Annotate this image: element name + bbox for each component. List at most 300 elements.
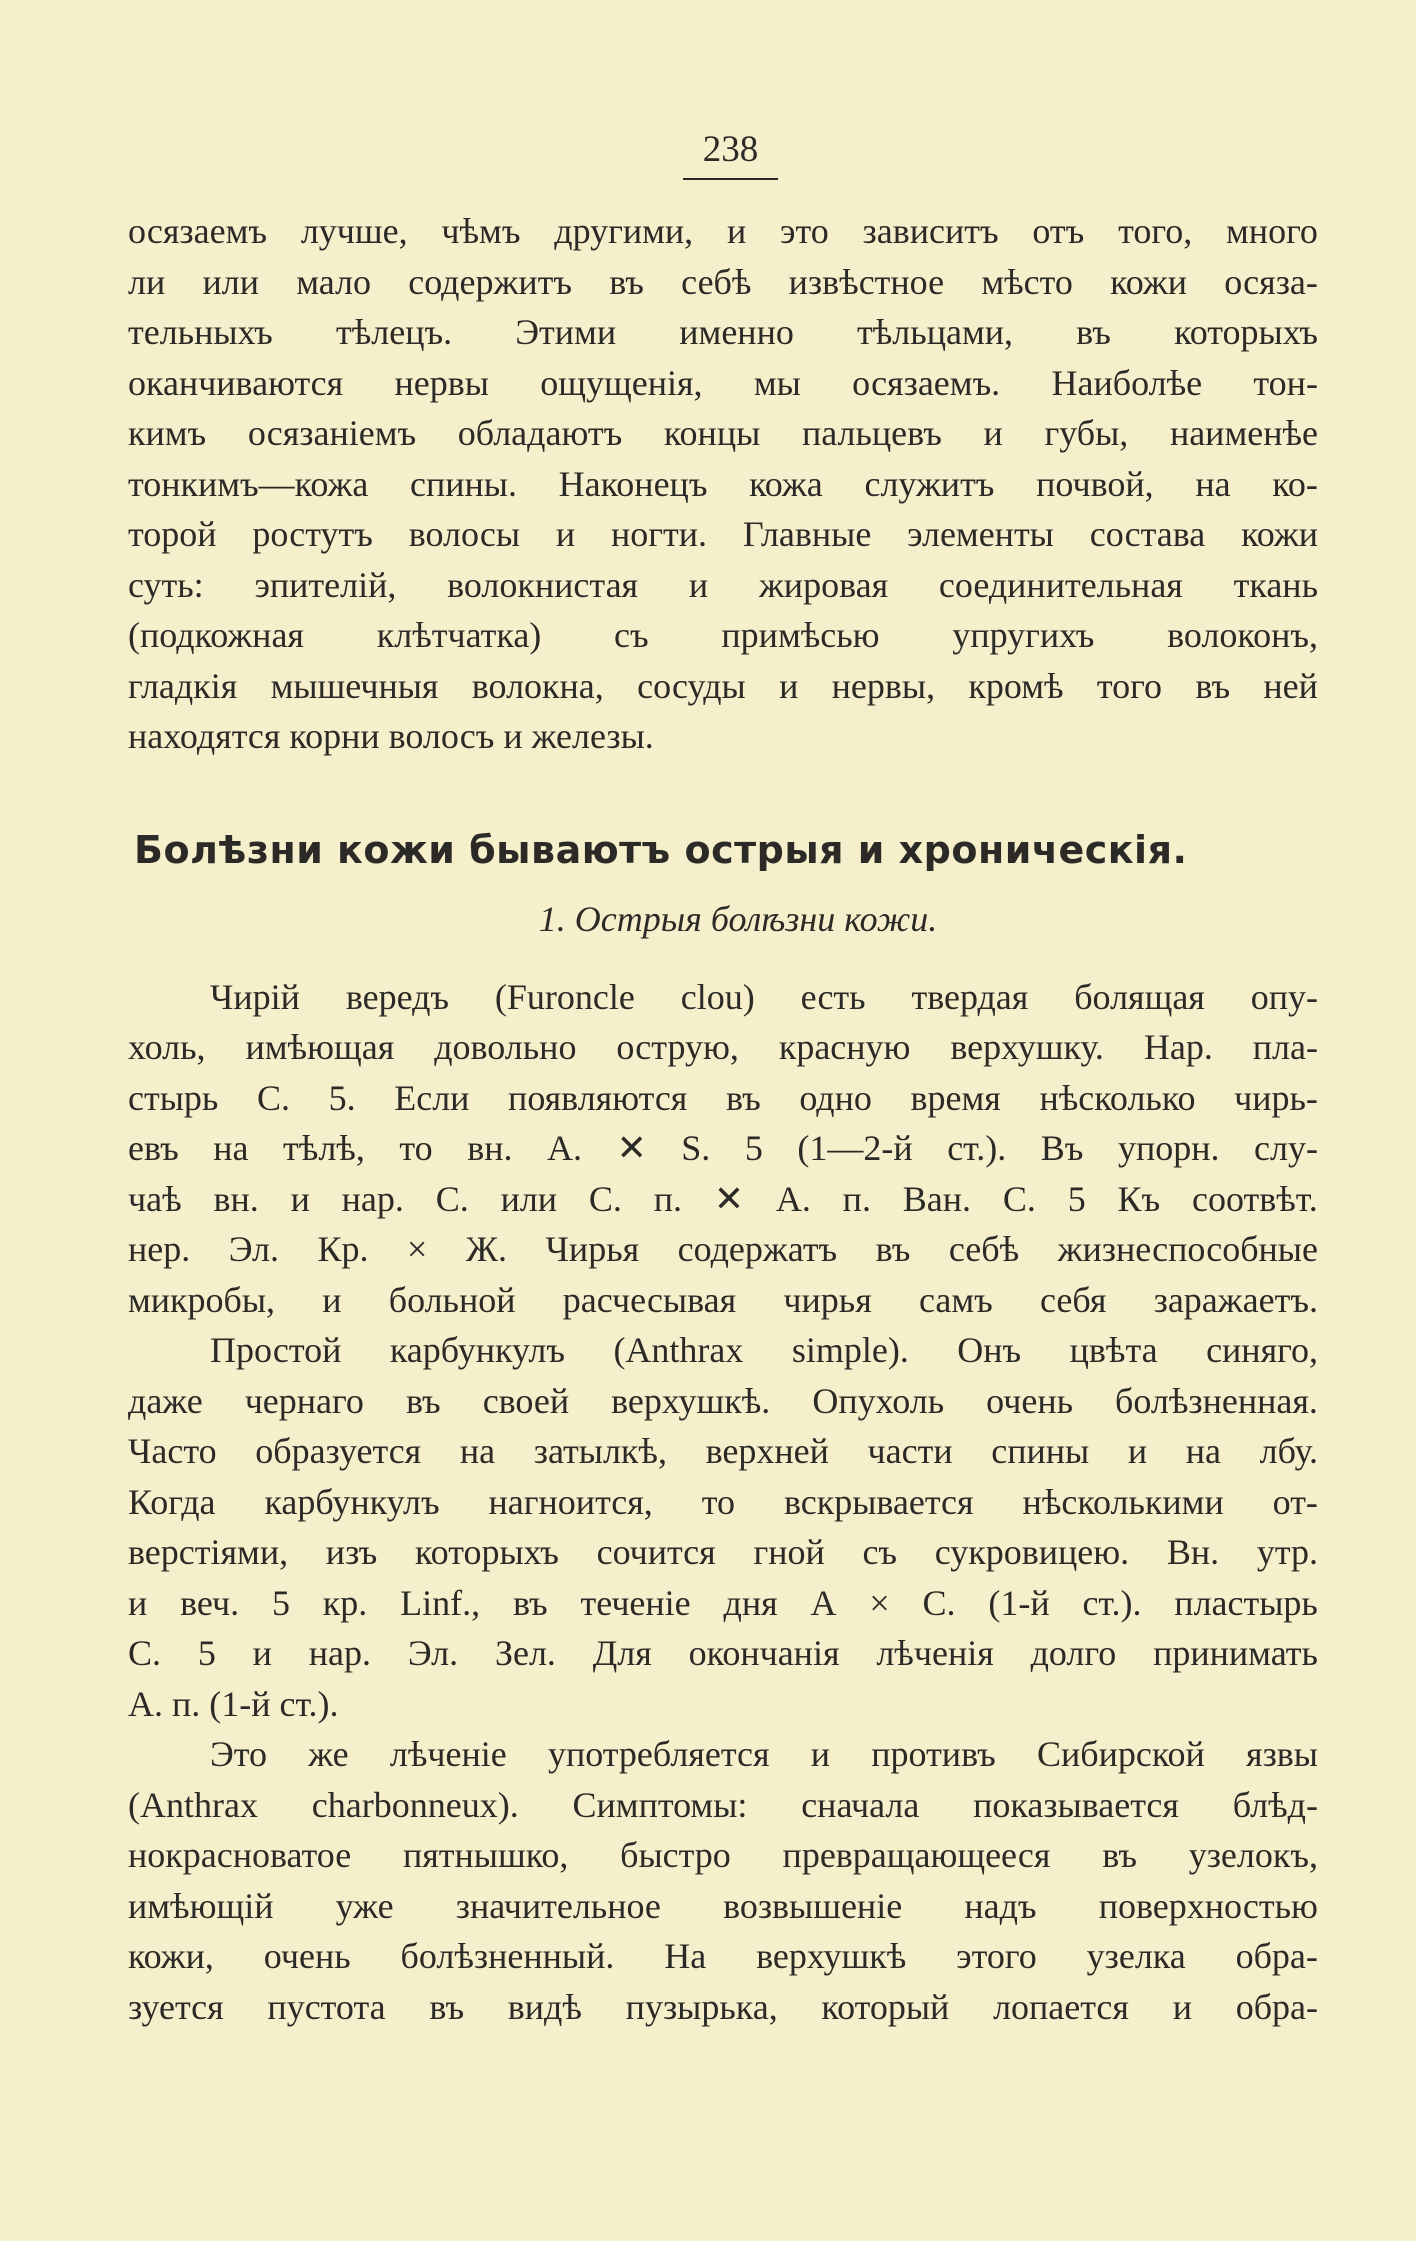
word: блѣд- (1232, 1784, 1318, 1825)
word: примѣсью (721, 615, 880, 655)
paragraph-anthrax (128, 1729, 1318, 2032)
text-line (128, 1123, 1318, 1174)
word: жировая (758, 564, 889, 605)
word: волокна, (471, 665, 604, 706)
word: острую, (616, 1027, 739, 1067)
word: нѣсколькими (1022, 1481, 1224, 1522)
word: мы (753, 362, 801, 403)
word: на (213, 1128, 249, 1168)
text-line (128, 1578, 1318, 1629)
word: обладаютъ (457, 413, 623, 453)
text-line (128, 459, 1318, 510)
word: Онъ (957, 1330, 1022, 1370)
word: на (1185, 1431, 1222, 1471)
word: очень (263, 1936, 351, 1976)
word: соотвѣт. (1192, 1178, 1318, 1219)
word: осязаніемъ (247, 413, 417, 453)
word: заражаетъ. (1153, 1279, 1318, 1320)
word: того, (1118, 211, 1193, 251)
word: × (869, 1582, 890, 1623)
word: Это (210, 1734, 268, 1774)
word: вн. (467, 1128, 513, 1168)
word: поверхностью (1098, 1885, 1318, 1926)
word: пятнышко, (402, 1835, 569, 1875)
word: веч. (180, 1582, 240, 1623)
word: Когда (128, 1481, 216, 1522)
word: С. (128, 1633, 162, 1673)
word: пальцевъ (801, 413, 942, 453)
word: суть: (128, 564, 204, 605)
text-line (128, 1022, 1318, 1073)
word: въ (1076, 312, 1111, 352)
word: С. (922, 1582, 956, 1623)
word: Сибирской (1037, 1734, 1205, 1774)
word: (Furoncle (494, 976, 635, 1017)
word: ст.). (1082, 1582, 1142, 1623)
word: Въ (1040, 1128, 1084, 1168)
word: Ван. (902, 1178, 972, 1219)
word: гладкія (128, 665, 238, 706)
word: элементы (907, 514, 1054, 554)
word: служитъ (864, 463, 995, 504)
word: ней (1263, 665, 1318, 706)
text-line (128, 1376, 1318, 1427)
word: пластырь (1174, 1582, 1318, 1623)
word: Нар. (1143, 1027, 1213, 1067)
word: и (726, 211, 747, 251)
text-line (128, 661, 1318, 712)
word: осяза- (1224, 261, 1318, 302)
word: кожи, (128, 1936, 214, 1976)
word: губы, (1044, 413, 1129, 453)
word: ростутъ (252, 514, 373, 554)
word: верстіями, (128, 1532, 289, 1572)
word: кромѣ (968, 665, 1064, 706)
word: кр. (322, 1582, 368, 1623)
word: чирь- (1234, 1077, 1318, 1118)
word: утр. (1256, 1532, 1318, 1572)
word: красную (778, 1027, 911, 1067)
word: то (701, 1481, 735, 1522)
word: лѣченія (876, 1633, 994, 1673)
word: въ (405, 1380, 441, 1421)
word: узелка (1086, 1936, 1186, 1976)
word: осязаемъ. (852, 362, 1001, 403)
word: сукровицею. (934, 1532, 1130, 1572)
text-line (128, 1527, 1318, 1578)
word: Опухоль (812, 1380, 945, 1421)
word: извѣстное (788, 261, 945, 302)
word: нер. (128, 1229, 191, 1269)
word: въ (1102, 1835, 1137, 1875)
word: болѣзненная. (1115, 1380, 1318, 1421)
word: появляются (508, 1077, 688, 1118)
word: 5 (1067, 1178, 1086, 1219)
word: наименѣе (1169, 413, 1318, 453)
word: концы (663, 413, 761, 453)
word: п. (842, 1178, 871, 1219)
word: ногти. (610, 514, 707, 554)
word: значительное (455, 1885, 661, 1926)
word: имѣющая (245, 1027, 395, 1067)
word: тѣльцами, (857, 312, 1013, 352)
word: п. (653, 1178, 683, 1219)
word: обра- (1235, 1936, 1318, 1976)
word: принимать (1153, 1633, 1318, 1673)
section-heading: Болѣзни кожи бываютъ острыя и хроническія. (134, 827, 1188, 872)
word: пла- (1252, 1027, 1318, 1067)
word: жизнеспособные (1057, 1229, 1318, 1269)
word: и (983, 413, 1003, 453)
word: язвы (1246, 1734, 1318, 1774)
word: и (810, 1734, 831, 1774)
word: ко- (1272, 463, 1318, 504)
word: образуется (255, 1431, 422, 1471)
word: simple). (791, 1330, 909, 1370)
word: гной (753, 1532, 825, 1572)
word: нар. (308, 1633, 372, 1673)
word: Простой (210, 1330, 342, 1370)
text-line (128, 1931, 1318, 1982)
word: или (500, 1178, 558, 1219)
word: (подкожная (128, 615, 304, 655)
word: зуется (128, 1986, 224, 2027)
word: болящая (1074, 976, 1205, 1017)
text-line (128, 307, 1318, 358)
word: S. (681, 1128, 711, 1168)
word: надъ (964, 1885, 1037, 1926)
word: лѣченіе (389, 1734, 507, 1774)
word: имѣющій (128, 1885, 274, 1926)
word: верхушкѣ. (611, 1380, 771, 1421)
word: отъ (1032, 211, 1085, 251)
word: ткань (1233, 564, 1318, 605)
word: дня (723, 1582, 778, 1623)
word: и (322, 1279, 342, 1320)
word: и (128, 1582, 148, 1623)
text-line (128, 358, 1318, 409)
word: стырь (128, 1077, 219, 1118)
text-line (128, 1174, 1318, 1225)
word: нервы, (831, 665, 936, 706)
page-number: 238 (683, 128, 779, 180)
word: евъ (128, 1128, 179, 1168)
word: части (867, 1431, 953, 1471)
word: упругихъ (952, 615, 1095, 655)
word: волосы (408, 514, 521, 554)
word: больной (388, 1279, 516, 1320)
word: чирья (783, 1279, 872, 1320)
word: вн. (213, 1178, 259, 1219)
word: который (821, 1986, 950, 2027)
subsection-heading: 1. Острыя болѣзни кожи. (538, 898, 938, 939)
word: ст.). (947, 1128, 1007, 1168)
word: сначала (801, 1784, 920, 1825)
word: лбу. (1259, 1431, 1318, 1471)
word: С. (435, 1178, 469, 1219)
word: верхушкѣ (756, 1936, 907, 1976)
word: нагноится, (488, 1481, 653, 1522)
word: самъ (918, 1279, 993, 1320)
word: нокрасноватое (128, 1835, 352, 1875)
word: синяго, (1206, 1330, 1318, 1370)
word: осязаемъ (128, 211, 268, 251)
text-line (128, 1073, 1318, 1124)
word: эпителій, (254, 564, 397, 605)
word: въ (726, 1077, 761, 1118)
word: верхушку. (950, 1027, 1104, 1067)
word: одно (799, 1077, 872, 1118)
word: 5 (197, 1633, 216, 1673)
word: содержатъ (677, 1229, 838, 1269)
word: кожи (1241, 514, 1318, 554)
word: Этими (515, 312, 617, 352)
word: много (1226, 211, 1318, 251)
word: спины. (410, 463, 517, 504)
paragraph-carbuncle (128, 1325, 1318, 1729)
text-line (128, 1477, 1318, 1528)
word: Вн. (1166, 1532, 1220, 1572)
word: которыхъ (1174, 312, 1318, 352)
word: микробы, (128, 1279, 276, 1320)
word: и (688, 564, 709, 605)
text-line (128, 1830, 1318, 1881)
word: же (308, 1734, 349, 1774)
word: тѣлѣ, (283, 1128, 365, 1168)
word: А (810, 1582, 837, 1623)
word: въ (875, 1229, 911, 1269)
word: ✕ (616, 1128, 647, 1168)
word: уже (335, 1885, 394, 1926)
text-line (128, 610, 1318, 661)
word: есть (800, 976, 866, 1017)
word: Ж. (465, 1229, 508, 1269)
word: клѣтчатка) (376, 615, 542, 655)
word: и (779, 665, 799, 706)
word: Если (394, 1077, 470, 1118)
word: или (202, 261, 259, 302)
word: пузырька, (625, 1986, 778, 2027)
word: чернаго (244, 1380, 364, 1421)
word: состава (1089, 514, 1206, 554)
page-body (128, 206, 1318, 2032)
text-line (128, 560, 1318, 611)
word: вередъ (345, 976, 450, 1017)
word: противъ (871, 1734, 996, 1774)
word: расчесывая (562, 1279, 737, 1320)
word: карбункулъ (264, 1481, 440, 1522)
word: быстро (620, 1835, 731, 1875)
word: въ (609, 261, 644, 302)
word: charbonneux). (311, 1784, 519, 1825)
word: этого (956, 1936, 1037, 1976)
word: тонкимъ—кожа (128, 463, 369, 504)
word: время (910, 1077, 1001, 1118)
text-line (128, 1729, 1318, 1780)
word: С. (588, 1178, 622, 1219)
word: Часто (128, 1431, 217, 1471)
word: себя (1040, 1279, 1107, 1320)
word: превращающееся (782, 1835, 1051, 1875)
word: кимъ (128, 413, 207, 453)
word: въ (1195, 665, 1231, 706)
word: кожи (1110, 261, 1188, 302)
word: волокнистая (447, 564, 639, 605)
word: тон- (1253, 362, 1318, 403)
word: болѣзненный. (400, 1936, 615, 1976)
text-line (128, 1275, 1318, 1326)
word: видѣ (507, 1986, 582, 2027)
word: мѣсто (981, 261, 1073, 302)
word: На (664, 1936, 707, 1976)
text-line: находятся корни волосъ и железы. (128, 716, 654, 756)
word: показывается (973, 1784, 1179, 1825)
word: Кр. (317, 1229, 369, 1269)
word: спины (991, 1431, 1090, 1471)
word: Наконецъ (558, 463, 708, 504)
word: волоконъ, (1167, 615, 1318, 655)
word: въ (429, 1986, 465, 2027)
word: которыхъ (415, 1532, 559, 1572)
word: чаѣ (128, 1178, 182, 1219)
text-line (128, 1426, 1318, 1477)
word: очень (986, 1380, 1074, 1421)
word: себѣ (681, 261, 752, 302)
word: С. (1002, 1178, 1036, 1219)
word: × (406, 1229, 428, 1269)
word: мышечныя (270, 665, 439, 706)
word: и (252, 1633, 272, 1673)
word: долго (1030, 1633, 1117, 1673)
word: Чирій (210, 976, 300, 1017)
word: лучше, (300, 211, 408, 251)
word: ощущенія, (540, 362, 703, 403)
word: вскрывается (783, 1481, 974, 1522)
word: Эл. (228, 1229, 279, 1269)
word: clou) (680, 976, 755, 1017)
word: сочится (596, 1532, 716, 1572)
word: возвышеніе (723, 1885, 903, 1926)
word: пустота (267, 1986, 386, 2027)
word: 5 (271, 1582, 290, 1623)
word: на (459, 1431, 496, 1471)
word: (1-й (988, 1582, 1050, 1623)
paragraph-skin-senses (128, 206, 1318, 762)
word: Linf., (400, 1582, 481, 1623)
word: кожа (749, 463, 823, 504)
text-line: А. п. (1-й ст.). (128, 1683, 339, 1724)
word: окончанія (688, 1633, 840, 1673)
word: тѣлецъ. (335, 312, 453, 352)
text-line (128, 206, 1318, 257)
word: другими, (554, 211, 694, 251)
word: и (555, 514, 576, 554)
word: (1—2-й (797, 1128, 913, 1168)
word: въ (512, 1582, 548, 1623)
word: верхней (705, 1431, 829, 1471)
text-line (128, 1224, 1318, 1275)
word: теченіе (580, 1582, 691, 1623)
text-line (128, 408, 1318, 459)
word: соединительная (938, 564, 1183, 605)
word: холь, (128, 1027, 206, 1067)
word: (Anthrax (613, 1330, 744, 1370)
word: слу- (1254, 1128, 1318, 1168)
word: торой (128, 514, 217, 554)
text-line (128, 1881, 1318, 1932)
word: и (1172, 1986, 1192, 2027)
word: чѣмъ (441, 211, 521, 251)
word: даже (128, 1380, 203, 1421)
word: своей (482, 1380, 570, 1421)
word: (Anthrax (128, 1784, 258, 1825)
word: опу- (1250, 976, 1318, 1017)
word: Къ (1117, 1178, 1161, 1219)
word: изъ (325, 1532, 378, 1572)
word: нар. (341, 1178, 404, 1219)
word: мало (296, 261, 371, 302)
word: это (780, 211, 829, 251)
word: содержитъ (408, 261, 572, 302)
paragraph-furuncle (128, 972, 1318, 1326)
page-header (0, 128, 1416, 180)
word: именно (679, 312, 794, 352)
text-line (128, 1982, 1318, 2033)
word: карбункулъ (389, 1330, 565, 1370)
word: нервы (394, 362, 489, 403)
text-line (128, 509, 1318, 560)
word: обра- (1235, 1986, 1318, 2027)
word: Главные (742, 514, 872, 554)
text-line (128, 257, 1318, 308)
word: довольно (434, 1027, 577, 1067)
word: себѣ (948, 1229, 1020, 1269)
word: съ (614, 615, 649, 655)
word: А. (775, 1178, 811, 1219)
word: А. (547, 1128, 583, 1168)
word: того (1096, 665, 1163, 706)
word: узелокъ, (1188, 1835, 1318, 1875)
word: 5 (744, 1128, 763, 1168)
word: и (1127, 1431, 1148, 1471)
word: ✕ (713, 1178, 745, 1219)
word: 5. (328, 1077, 356, 1118)
word: ли (128, 261, 166, 302)
word: Симптомы: (572, 1784, 748, 1825)
word: от- (1272, 1481, 1318, 1522)
word: цвѣта (1069, 1330, 1158, 1370)
word: Для (592, 1633, 652, 1673)
word: на (1195, 463, 1231, 504)
word: упорн. (1117, 1128, 1220, 1168)
text-line (128, 972, 1318, 1023)
word: оканчиваются (128, 362, 344, 403)
word: Эл. (407, 1633, 459, 1673)
word: лопается (993, 1986, 1129, 2027)
word: тельныхъ (128, 312, 273, 352)
word: и (290, 1178, 310, 1219)
word: съ (862, 1532, 898, 1572)
text-line (128, 1325, 1318, 1376)
word: нѣсколько (1039, 1077, 1196, 1118)
text-line (128, 1780, 1318, 1831)
word: затылкѣ, (533, 1431, 667, 1471)
word: почвой, (1036, 463, 1154, 504)
word: С. (256, 1077, 290, 1118)
text-line (128, 1628, 1318, 1679)
word: то (399, 1128, 433, 1168)
word: зависитъ (862, 211, 999, 251)
